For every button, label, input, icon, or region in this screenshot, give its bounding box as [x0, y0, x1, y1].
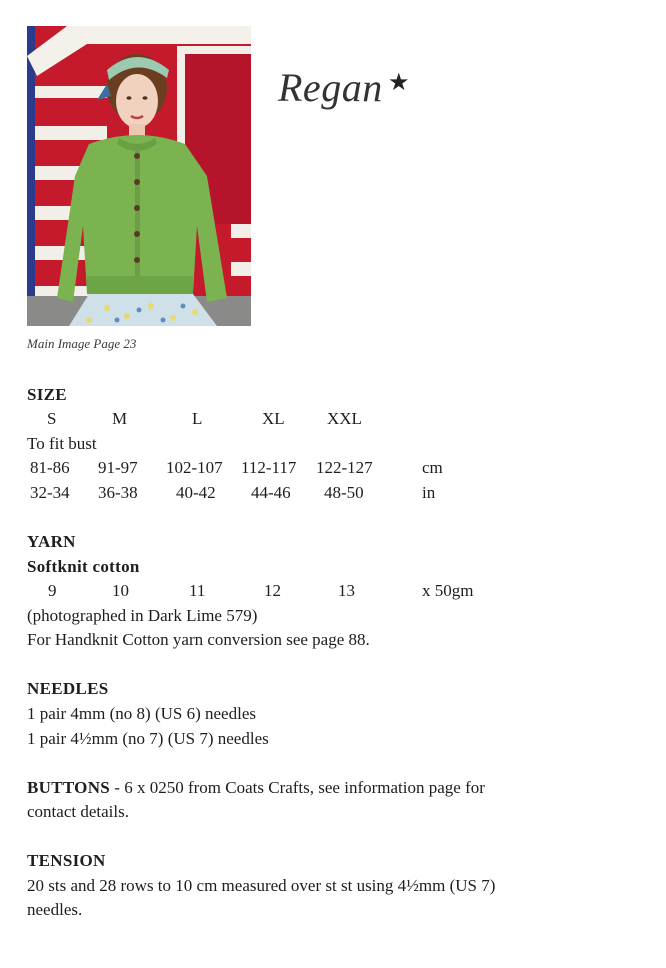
yarn-conversion: For Handknit Cotton yarn conversion see page 88.	[27, 630, 370, 649]
buttons-text: - 6 x 0250 from Coats Crafts, see information page for	[110, 778, 485, 797]
size-label: XL	[262, 409, 285, 428]
fit-label: To fit bust	[27, 434, 97, 453]
yarn-quantity: 13	[338, 581, 355, 600]
needles-heading: NEEDLES	[27, 679, 109, 698]
size-label: XXL	[327, 409, 362, 428]
yarn-quantity: 9	[48, 581, 57, 600]
buttons-heading: BUTTONS	[27, 778, 111, 797]
yarn-quantity: 11	[189, 581, 206, 600]
tension-line: needles.	[27, 900, 83, 919]
yarn-name: Softknit cotton	[27, 557, 140, 576]
pattern-title: Regan	[278, 65, 383, 110]
in-unit: in	[422, 483, 436, 502]
cm-value: 81-86	[30, 458, 70, 477]
size-label: L	[192, 409, 203, 428]
in-value: 44-46	[251, 483, 291, 502]
cm-unit: cm	[422, 458, 443, 477]
cm-value: 112-117	[241, 458, 297, 477]
cm-value: 91-97	[98, 458, 138, 477]
in-value: 48-50	[324, 483, 364, 502]
in-value: 36-38	[98, 483, 138, 502]
tension-line: 20 sts and 28 rows to 10 cm measured over st st using 4½mm (US 7)	[27, 876, 496, 895]
model-photo	[27, 26, 251, 326]
cm-value: 102-107	[166, 458, 223, 477]
size-heading: SIZE	[27, 385, 67, 404]
in-value: 40-42	[176, 483, 216, 502]
yarn-quantity: 10	[112, 581, 129, 600]
needles-line: 1 pair 4mm (no 8) (US 6) needles	[27, 704, 256, 723]
needles-line: 1 pair 4½mm (no 7) (US 7) needles	[27, 729, 269, 748]
size-label: M	[112, 409, 128, 428]
image-caption: Main Image Page 23	[27, 336, 137, 351]
cm-value: 122-127	[316, 458, 373, 477]
yarn-photographed: (photographed in Dark Lime 579)	[27, 606, 258, 625]
yarn-quantity: 12	[264, 581, 281, 600]
yarn-heading: YARN	[27, 532, 76, 551]
star-icon: ★	[388, 68, 410, 96]
tension-heading: TENSION	[27, 851, 106, 870]
size-label: S	[47, 409, 57, 428]
buttons-line	[27, 778, 485, 798]
in-value: 32-34	[30, 483, 70, 502]
yarn-unit: x 50gm	[422, 581, 474, 600]
buttons-text-cont: contact details.	[27, 802, 129, 821]
